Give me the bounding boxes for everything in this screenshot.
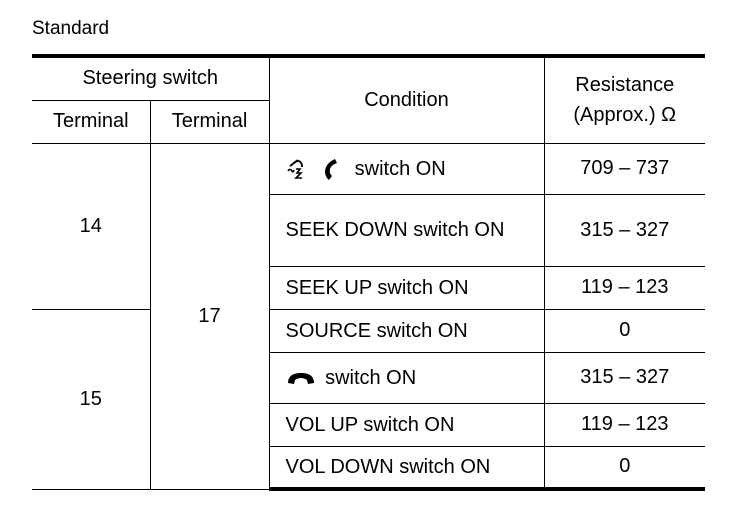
condition-cell: VOL UP switch ON <box>269 403 544 446</box>
condition-cell: SEEK DOWN switch ON <box>269 194 544 266</box>
resistance-value: 119 – 123 <box>544 403 705 446</box>
resistance-value: 119 – 123 <box>544 266 705 309</box>
condition-cell <box>269 352 544 403</box>
resistance-value: 315 – 327 <box>544 352 705 403</box>
voice-icon <box>286 157 310 181</box>
terminal-header-b: Terminal <box>150 100 269 143</box>
terminal-cell-14: 14 <box>32 143 150 309</box>
terminal-cell-15: 15 <box>32 309 150 489</box>
resistance-value: 0 <box>544 309 705 352</box>
terminal-header-a: Terminal <box>32 100 150 143</box>
condition-label: switch ON <box>354 157 446 180</box>
resistance-header-line1: Resistance <box>575 74 675 97</box>
terminal-cell-17: 17 <box>150 143 269 489</box>
condition-cell <box>269 143 544 194</box>
resistance-value: 315 – 327 <box>544 194 705 266</box>
condition-cell: SEEK UP switch ON <box>269 266 544 309</box>
phone-pickup-icon <box>321 157 343 181</box>
condition-label: switch ON <box>325 366 417 389</box>
condition-cell: VOL DOWN switch ON <box>269 446 544 489</box>
steering-switch-header: Steering switch <box>32 56 269 100</box>
resistance-header <box>544 56 705 143</box>
resistance-table <box>32 54 705 491</box>
condition-header: Condition <box>269 56 544 143</box>
table-caption: Standard <box>32 18 110 39</box>
condition-cell: SOURCE switch ON <box>269 309 544 352</box>
resistance-value: 709 – 737 <box>544 143 705 194</box>
resistance-header-line2: (Approx.) Ω <box>573 104 677 127</box>
phone-hangup-icon <box>286 370 316 386</box>
resistance-value: 0 <box>544 446 705 489</box>
